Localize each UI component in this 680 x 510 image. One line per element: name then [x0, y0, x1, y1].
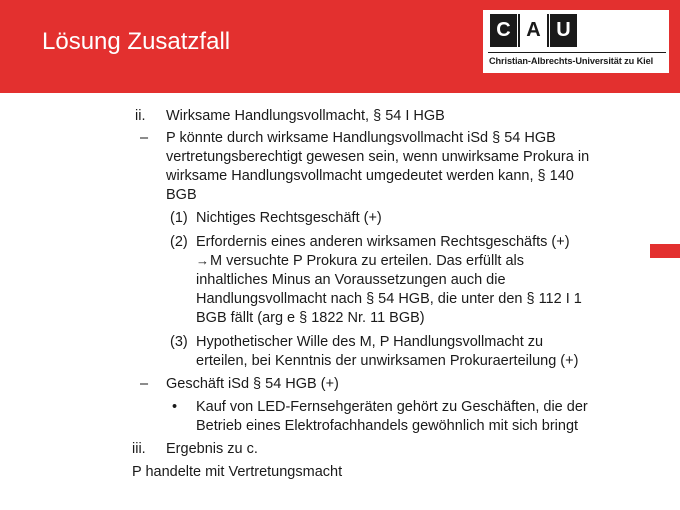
- sub2-line: Handlungsvollmacht nach § 54 HGB, die unter den § 112 I 1: [196, 291, 582, 307]
- item-iii-marker: iii.: [132, 441, 146, 457]
- sub2-line-text: M versuchte P Prokura zu erteilen. Das erfüllt als: [210, 253, 525, 269]
- logo-letter-u: U: [550, 14, 577, 47]
- sub2-marker: (2): [170, 234, 188, 250]
- sub3-line: erteilen, bei Kenntnis der unwirksamen Prokuraerteilung (+): [196, 353, 579, 369]
- sub1-text: Nichtiges Rechtsgeschäft (+): [196, 210, 382, 226]
- sub2-line: inhaltliches Minus an Voraussetzungen auch die: [196, 272, 506, 288]
- logo-letter-a: A: [520, 14, 547, 47]
- bullet-line: Kauf von LED-Fernsehgeräten gehört zu Geschäften, die der: [196, 399, 588, 415]
- sub2-line: BGB fällt (arg e § 1822 Nr. 11 BGB): [196, 310, 425, 326]
- item-ii-text: Wirksame Handlungsvollmacht, § 54 I HGB: [166, 108, 445, 124]
- item-iii-text: Ergebnis zu c.: [166, 441, 258, 457]
- sub2-line: [196, 252, 524, 270]
- bullet-line: Betrieb eines Elektrofachhandels gewöhnlich mit sich bringt: [196, 418, 579, 434]
- sub2-text: Erfordernis eines anderen wirksamen Rechtsgeschäfts (+): [196, 234, 570, 250]
- sub3-marker: (3): [170, 334, 188, 350]
- conclusion-text: P handelte mit Vertretungsmacht: [132, 464, 343, 480]
- dash2-text: Geschäft iSd § 54 HGB (+): [166, 376, 339, 392]
- dash-marker: –: [140, 130, 149, 146]
- dash1-line: P könnte durch wirksame Handlungsvollmacht iSd § 54 HGB: [166, 130, 556, 146]
- sub1-marker: (1): [170, 210, 188, 226]
- arrow-right-icon: →: [196, 253, 209, 268]
- slide-title: Lösung Zusatzfall: [42, 28, 231, 55]
- dash-marker: –: [140, 376, 149, 392]
- dash1-line: vertretungsberechtigt gewesen sein, wenn unwirksame Prokura in: [166, 149, 590, 165]
- item-ii-marker: ii.: [135, 108, 146, 124]
- logo-letter-c: C: [490, 14, 517, 47]
- sub3-line: Hypothetischer Wille des M, P Handlungsvollmacht zu: [196, 334, 544, 350]
- bullet-marker: •: [172, 399, 178, 415]
- university-name: Christian-Albrechts-Universität zu Kiel: [489, 56, 654, 66]
- dash1-line: BGB: [166, 187, 197, 203]
- dash1-line: wirksame Handlungsvollmacht umgedeutet werden kann, § 140: [166, 168, 574, 184]
